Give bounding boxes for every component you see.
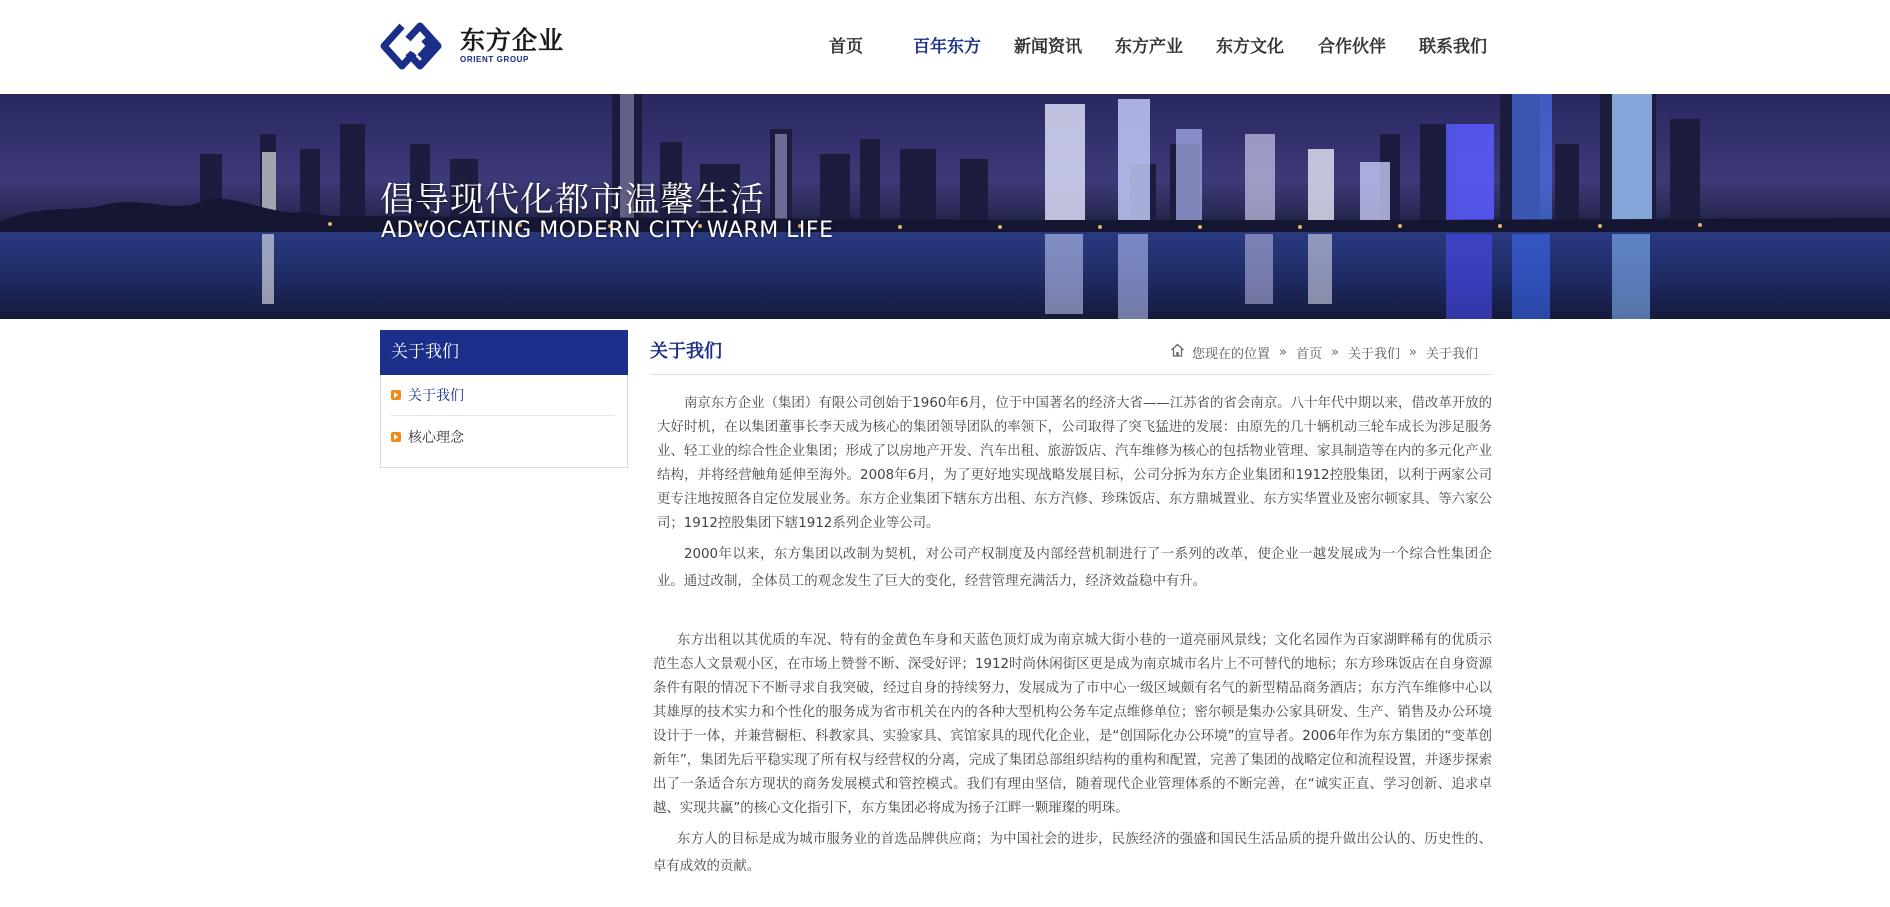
sidebar-item-label: 核心理念 [408,429,464,446]
breadcrumb-about-link[interactable]: 关于我们 [1347,346,1400,362]
breadcrumb-separator: » [1279,344,1287,360]
sidebar-item-core-values[interactable] [391,416,615,457]
about-paragraph-4: 东方人的目标是成为城市服务业的首选品牌供应商；为中国社会的进步，民族经济的强盛和国民生活品质的提升做出公认的、历史性的、卓有成效的贡献。 [653,832,1492,874]
breadcrumb-home-link[interactable]: 首页 [1295,346,1322,362]
hero-banner [0,94,1890,319]
sidebar-heading: 关于我们 [380,330,628,375]
sidebar-item-about[interactable] [391,375,615,416]
sidebar [380,330,628,468]
breadcrumb-prefix: 您现在的位置 [1192,346,1271,362]
orange-arrow-bullet-icon [391,432,401,442]
banner-title: 倡导现代化都市温馨生活 [380,180,765,220]
nav-item-culture[interactable]: 东方文化 [1216,37,1284,57]
home-icon [1170,343,1185,361]
brand-logo[interactable] [380,19,570,73]
nav-item-home[interactable]: 首页 [829,37,863,57]
sidebar-item-label: 关于我们 [408,388,464,404]
night-cityscape-image [0,94,1890,319]
nav-item-news[interactable]: 新闻资讯 [1014,37,1082,57]
about-paragraph-1: 南京东方企业（集团）有限公司创始于1960年6月，位于中国著名的经济大省——江苏省的省会南京。八十年代中期以来，借改革开放的大好时机，在以集团董事长李天成为核心的集团领导团队的率领下，公司取得了突飞猛进的发展：由原先的几十辆机动三轮车成长为涉足服务业、轻工业的综合性企业集团；形成了以房地产开发、汽车出租、旅游饭店、汽车维修为核心的包括物业管理、家具制造等在内的多元化产业结构，并将经营触角延伸至海外。2008年6月，为了更好地实现战略发展目标，公司分拆为东方企业集团和1912控股集团，以利于两家公司更专注地按照各自定位发展业务。东方企业集团下辖东方出租、东方汽修、珍珠饭店、东方鼎城置业、东方实华置业及密尔顿家具、等六家公司；1912控股集团下辖1912系列企业等公司。 [657,396,1492,531]
site-header [0,0,1890,94]
breadcrumb-separator: » [1408,344,1417,360]
nav-item-partners[interactable]: 合作伙伴 [1318,37,1386,57]
banner-subtitle: ADVOCATING MODERN CITY WARM LIFE [381,218,834,243]
nav-item-history[interactable]: 百年东方 [913,37,981,57]
brand-name-en: ORIENT GROUP [460,55,529,64]
interlocking-chain-icon [380,20,452,72]
breadcrumb-separator: » [1331,344,1339,360]
breadcrumb-current[interactable]: 关于我们 [1425,346,1478,362]
brand-name: 东方企业 [460,26,565,55]
title-divider [650,374,1493,375]
breadcrumb [1170,342,1478,362]
page-title: 关于我们 [650,341,722,362]
nav-item-industry[interactable]: 东方产业 [1115,37,1183,57]
about-paragraph-2: 2000年以来，东方集团以改制为契机，对公司产权制度及内部经营机制进行了一系列的改革，使企业一越发展成为一个综合性集团企业。通过改制，全体员工的观念发生了巨大的变化，经营管理充满活力，经济效益稳中有升。 [657,547,1492,589]
orange-arrow-bullet-icon [391,390,401,400]
about-paragraph-3: 东方出租以其优质的车况、特有的金黄色车身和天蓝色顶灯成为南京城大街小巷的一道亮丽风景线；文化名园作为百家湖畔稀有的优质示范生态人文景观小区，在市场上赞誉不断、深受好评；1912时尚休闲街区更是成为南京城市名片上不可替代的地标；东方珍珠饭店在自身资源条件有限的情况下不断寻求自我突破，经过自身的持续努力，发展成为了市中心一级区域颇有名气的新型精品商务酒店；东方汽车维修中心以其雄厚的技术实力和个性化的服务成为省市机关在内的各种大型机构公务车定点维修单位；密尔顿是集办公家具研发、生产、销售及办公环境设计于一体，并兼营橱柜、科教家具、实验家具、宾馆家具的现代化企业，是“创国际化办公环境”的宣导者。2006年作为东方集团的“变革创新年”，集团先后平稳实现了所有权与经营权的分离，完成了集团总部组织结构的重构和配置，完善了集团的战略定位和流程设置，并逐步探索出了一条适合东方现状的商务发展模式和管控模式。我们有理由坚信，随着现代企业管理体系的不断完善，在“诚实正直、学习创新、追求卓越、实现共赢”的核心文化指引下，东方集团必将成为扬子江畔一颗璀璨的明珠。 [653,633,1492,816]
nav-item-contact[interactable]: 联系我们 [1419,37,1487,57]
